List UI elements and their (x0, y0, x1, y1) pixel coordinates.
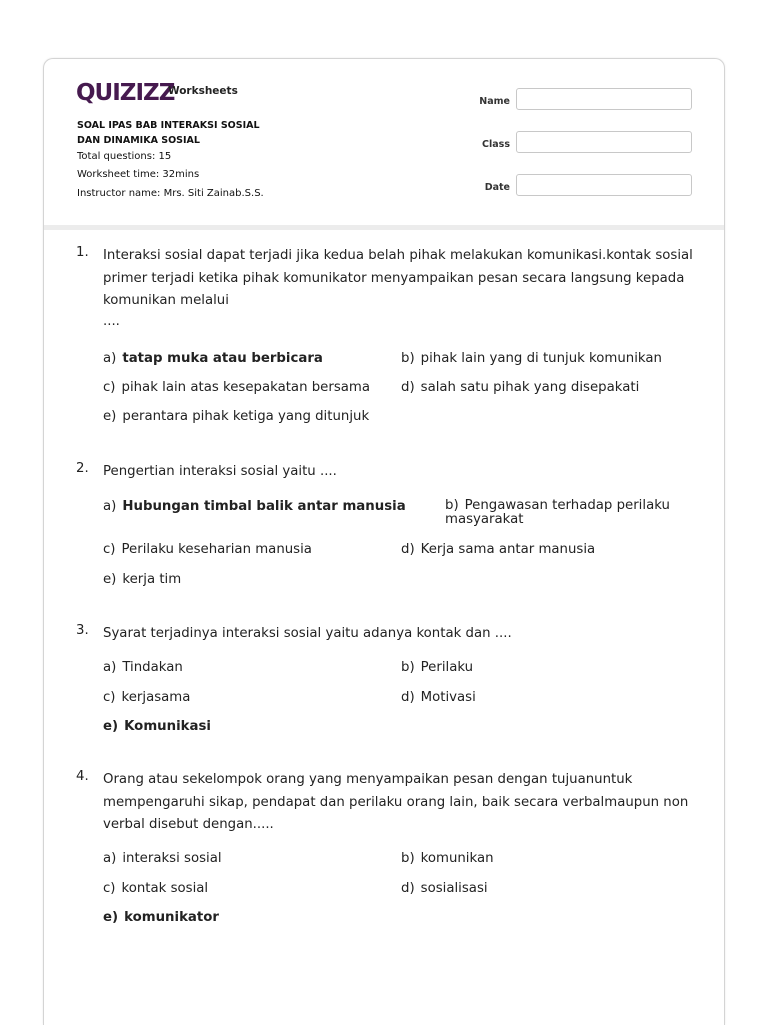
option-letter: c) (103, 881, 116, 896)
worksheet-time: Worksheet time: 32mins (77, 169, 200, 180)
option-text: kerja tim (122, 572, 182, 587)
option-letter: b) (401, 351, 415, 366)
option-text: interaksi sosial (122, 851, 222, 866)
q1-option-a[interactable] (103, 351, 323, 366)
q1-option-b[interactable] (401, 351, 662, 366)
option-text: perantara pihak ketiga yang ditunjuk (122, 409, 370, 424)
instructor-name: Instructor name: Mrs. Siti Zainab.S.S. (77, 188, 264, 199)
option-letter: a) (103, 499, 117, 514)
date-label: Date (484, 182, 510, 193)
option-text: kerjasama (121, 690, 191, 705)
option-text: Motivasi (420, 690, 476, 705)
option-text: Pengawasan terhadap perilaku masyarakat (445, 498, 670, 527)
q4-option-e[interactable] (103, 910, 219, 925)
option-letter: b) (401, 660, 415, 675)
option-letter: c) (103, 380, 116, 395)
title-line-1: SOAL IPAS BAB INTERAKSI SOSIAL (77, 120, 260, 131)
option-text: komunikator (124, 910, 219, 925)
question-text (103, 245, 693, 331)
q4-option-b[interactable] (401, 851, 494, 866)
option-text: Komunikasi (124, 719, 211, 734)
option-letter: e) (103, 910, 119, 925)
class-field[interactable] (516, 131, 692, 153)
total-questions: Total questions: 15 (77, 151, 172, 162)
question-body: Interaksi sosial dapat terjadi jika kedua belah pihak melakukan komunikasi.kontak sosial primer terjadi ketika pihak komunikator menyampaikan pesan secara langsung kepada komunikan melalui (103, 248, 693, 308)
q2-option-c[interactable] (103, 542, 312, 557)
question-number: 3. (76, 623, 89, 638)
option-letter: a) (103, 660, 117, 675)
question-text: Orang atau sekelompok orang yang menyampaikan pesan dengan tujuanuntuk mempengaruhi sikap, pendapat dan perilaku orang lain, baik secara verbalmaupun non verbal disebut dengan..... (103, 772, 689, 832)
name-label: Name (479, 96, 510, 107)
option-text: tatap muka atau berbicara (122, 351, 323, 366)
q2-option-d[interactable] (401, 542, 595, 557)
q3-option-a[interactable] (103, 660, 183, 675)
option-text: Tindakan (122, 660, 183, 675)
q4-option-c[interactable] (103, 881, 208, 896)
q2-option-a[interactable] (103, 499, 406, 514)
date-field[interactable] (516, 174, 692, 196)
option-letter: d) (401, 380, 415, 395)
worksheet-header (44, 59, 724, 230)
option-letter: c) (103, 542, 116, 557)
option-text: Kerja sama antar manusia (420, 542, 596, 557)
question-number: 4. (76, 769, 89, 784)
question-number: 1. (76, 245, 89, 260)
logo-subtitle: Worksheets (168, 85, 238, 97)
option-letter: e) (103, 409, 117, 424)
option-text: kontak sosial (121, 881, 209, 896)
q3-option-d[interactable] (401, 690, 476, 705)
option-letter: d) (401, 690, 415, 705)
name-field[interactable] (516, 88, 692, 110)
q2-option-b[interactable] (445, 499, 685, 527)
option-text: Hubungan timbal balik antar manusia (122, 499, 406, 514)
option-text: pihak lain atas kesepakatan bersama (121, 380, 370, 395)
option-letter: b) (445, 498, 459, 513)
title-line-2: DAN DINAMIKA SOSIAL (77, 135, 200, 146)
question-text: Pengertian interaksi sosial yaitu .... (103, 464, 337, 479)
q3-option-b[interactable] (401, 660, 473, 675)
option-letter: c) (103, 690, 116, 705)
option-text: sosialisasi (420, 881, 488, 896)
option-text: Perilaku keseharian manusia (121, 542, 312, 557)
option-letter: e) (103, 719, 119, 734)
q3-option-c[interactable] (103, 690, 190, 705)
option-letter: d) (401, 881, 415, 896)
question-text: Syarat terjadinya interaksi sosial yaitu adanya kontak dan .... (103, 626, 512, 641)
q1-option-d[interactable] (401, 380, 639, 395)
option-text: komunikan (420, 851, 494, 866)
option-text: pihak lain yang di tunjuk komunikan (420, 351, 662, 366)
class-label: Class (482, 139, 510, 150)
option-text: Perilaku (420, 660, 474, 675)
question-number: 2. (76, 461, 89, 476)
q1-option-c[interactable] (103, 380, 370, 395)
option-letter: e) (103, 572, 117, 587)
q3-option-e[interactable] (103, 719, 211, 734)
q1-option-e[interactable] (103, 409, 369, 424)
q4-option-a[interactable] (103, 851, 222, 866)
option-letter: a) (103, 351, 117, 366)
worksheet-title (77, 118, 307, 148)
q4-option-d[interactable] (401, 881, 488, 896)
option-letter: a) (103, 851, 117, 866)
q2-option-e[interactable] (103, 572, 181, 587)
option-letter: b) (401, 851, 415, 866)
question-tail: .... (103, 313, 120, 329)
quizizz-logo: QUIZIZZ (76, 80, 175, 106)
option-text: salah satu pihak yang disepakati (420, 380, 640, 395)
option-letter: d) (401, 542, 415, 557)
